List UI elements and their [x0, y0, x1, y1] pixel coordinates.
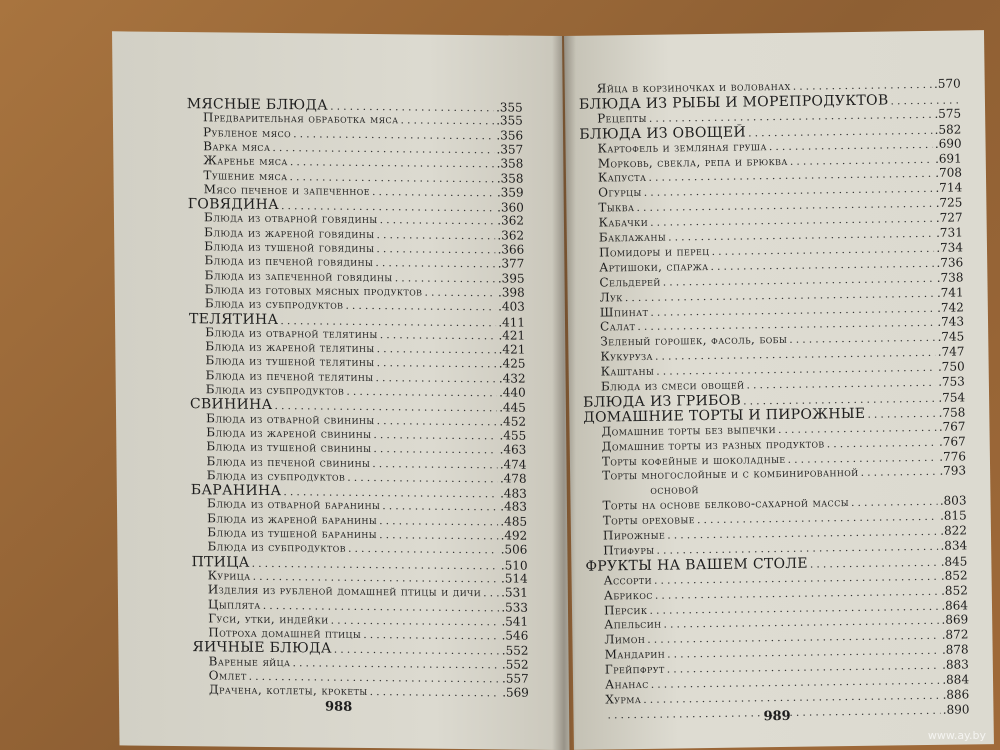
toc-leader-dots: [331, 613, 500, 628]
toc-entry-title: Предварительная обработка мяса: [202, 110, 399, 127]
toc-entry-title: ГОВЯДИНА: [187, 196, 280, 214]
toc-entry-title: Хурма: [605, 691, 642, 707]
toc-leader-dots: [793, 78, 933, 93]
toc-page-number: .440: [498, 385, 526, 400]
toc-leader-dots: [790, 152, 933, 167]
toc-leader-dots: [827, 435, 938, 450]
toc-page-number: .767: [938, 434, 966, 449]
left-page-number: 988: [324, 699, 353, 715]
toc-page-number: .738: [936, 270, 964, 285]
toc-entry-title: Варка мяса: [203, 139, 271, 154]
toc-page-number: .483: [500, 499, 528, 515]
toc-entry-title: Блюда из жареной говядины: [204, 224, 375, 241]
toc-page-number: .360: [497, 200, 524, 215]
toc-entry-title: Блюда из субпродуктов: [204, 296, 344, 312]
toc-entry-title: Мясо печеное и запеченное: [203, 182, 371, 198]
toc-entry-title: Грейпфрут: [604, 661, 665, 677]
toc-leader-dots: [787, 450, 937, 465]
toc-leader-dots: [382, 500, 498, 514]
toc-page-number: .359: [496, 185, 524, 200]
toc-page-number: .506: [500, 542, 528, 557]
toc-leader-dots: [372, 185, 495, 199]
toc-entry-title: Блюда из печеной телятины: [205, 367, 374, 384]
toc-page-number: .852: [940, 583, 968, 598]
toc-entry-title: Ананас: [604, 676, 649, 692]
toc-leader-dots: [372, 457, 498, 471]
toc-page-number: .753: [938, 374, 965, 389]
toc-entry-title: Мандарин: [604, 646, 666, 662]
toc-page-number: .745: [937, 329, 965, 345]
toc-page-number: .886: [942, 687, 970, 702]
toc-entry-title: БЛЮДА ИЗ РЫБЫ И МОРЕПРОДУКТОВ: [578, 92, 889, 113]
toc-entry-title: Торты на основе белково-сахарной массы: [602, 495, 850, 513]
toc-entry-title: ПТИЦА: [191, 553, 250, 571]
toc-leader-dots: [380, 213, 496, 227]
toc-entry-title: Торты многослойные и с комбинированной: [602, 465, 859, 483]
toc-page-number: .362: [497, 213, 525, 229]
toc-leader-dots: [348, 542, 499, 557]
toc-entry-title: Блюда из запеченной говядины: [204, 267, 393, 284]
toc-entry-title: МЯСНЫЕ БЛЮДА: [186, 96, 329, 114]
toc-entry-title: Омлет: [208, 668, 247, 683]
toc-page-number: .358: [496, 156, 524, 171]
toc-page-number: .421: [498, 328, 526, 343]
toc-leader-dots: [379, 514, 498, 528]
toc-leader-dots: [778, 421, 937, 436]
toc-entry-title: Драчена, котлеты, крокеты: [208, 682, 368, 699]
toc-leader-dots: [370, 685, 501, 699]
toc-page-number: .872: [941, 627, 969, 643]
toc-page-number: .398: [497, 285, 525, 300]
toc-entry-title: Блюда из тушеной телятины: [205, 353, 375, 370]
toc-leader-dots: [483, 586, 499, 599]
toc-leader-dots: [400, 114, 494, 128]
toc-entry-title: Птифуры: [603, 542, 655, 558]
left-page: [112, 31, 569, 750]
toc-page-number: .356: [496, 127, 524, 143]
toc-entry-title: Каштаны: [600, 363, 655, 379]
toc-leader-dots: [375, 371, 497, 385]
toc-page-number: .366: [497, 242, 525, 257]
toc-page-number: .741: [936, 285, 964, 300]
toc-leader-dots: [379, 528, 499, 542]
toc-entry-title: Блюда из печеной говядины: [204, 253, 374, 270]
toc-page-number: .533: [501, 599, 529, 615]
toc-entry-title: Апельсин: [604, 617, 662, 632]
toc-entry-title: Лимон: [604, 632, 646, 647]
toc-entry-title: Помидоры и перец: [598, 243, 710, 260]
toc-entry-title: Блюда из субпродуктов: [207, 539, 347, 556]
toc-leader-dots: [376, 356, 496, 370]
toc-leader-dots: [375, 256, 496, 270]
right-page-number: 989: [763, 708, 791, 725]
toc-leader-dots: [789, 331, 936, 346]
toc-leader-dots: [867, 407, 936, 421]
right-page: [564, 30, 994, 750]
toc-leader-dots: [376, 242, 495, 256]
toc-page-number: .546: [501, 628, 529, 643]
toc-entry-title: Блюда из жареной телятины: [205, 339, 375, 356]
toc-page-number: .747: [937, 344, 965, 359]
toc-page-number: .582: [934, 122, 962, 137]
toc-entry-title: Блюда из тушеной говядины: [204, 239, 375, 256]
toc-entry-title: Блюда из отварной баранины: [206, 496, 381, 513]
toc-entry-title: Изделия из рубленой домашней птицы и дичи: [207, 582, 482, 600]
toc-entry-title: Торты ореховые: [602, 512, 696, 528]
toc-entry-title: Блюда из жареной свинины: [206, 425, 372, 441]
toc-entry-title: Кабачки: [598, 214, 649, 230]
toc-page-number: .742: [937, 299, 964, 315]
toc-entry-title: БЛЮДА ИЗ ОВОЩЕЙ: [579, 124, 747, 143]
toc-entry-title: ТЕЛЯТИНА: [188, 310, 279, 328]
watermark: www.ay.by: [927, 729, 986, 742]
toc-page-number: .552: [501, 643, 529, 659]
toc-entry-title: Домашние торты из разных продуктов: [601, 435, 825, 454]
toc-page-number: .355: [495, 100, 523, 115]
toc-entry-title: Вареные яйца: [208, 654, 291, 669]
toc-entry-title: Потроха домашней птицы: [208, 625, 362, 642]
toc-entry-title: Блюда из печеной свинины: [206, 453, 371, 470]
toc-leader-dots: [860, 465, 937, 479]
toc-entry-title: Торты кофейные и шоколадные: [601, 451, 786, 469]
toc-page-number: .767: [938, 419, 966, 434]
toc-leader-dots: [769, 137, 933, 152]
toc-entry-title: БЛЮДА ИЗ ГРИБОВ: [583, 392, 742, 411]
toc-entry-title: Персик: [603, 602, 648, 617]
open-book: [112, 36, 982, 750]
toc-page-number: .890: [942, 702, 970, 717]
toc-page-number: .750: [937, 359, 965, 374]
toc-entry-title: Гуси, утки, индейки: [208, 611, 329, 627]
toc-page-number: .377: [497, 256, 525, 271]
toc-page-number: .570: [933, 76, 961, 91]
toc-page-number: .355: [496, 113, 523, 128]
toc-entry-title: Блюда из отварной говядины: [203, 210, 378, 227]
toc-entry-title: Рецепты: [597, 110, 647, 126]
toc-entry-title: БАРАНИНА: [190, 482, 282, 500]
toc-entry-title: Яйца в корзиночках и волованах: [596, 78, 791, 96]
toc-entry-title: Сельдерей: [599, 274, 661, 290]
toc-leader-dots: [373, 428, 497, 442]
toc-page-number: .432: [498, 371, 526, 386]
toc-page-number: .883: [942, 657, 969, 672]
toc-page-number: .736: [936, 255, 964, 270]
toc-page-number: .478: [499, 471, 527, 486]
toc-entry-title: Блюда из тушеной баранины: [207, 525, 378, 542]
toc-page-number: .758: [938, 405, 966, 420]
toc-entry-title: Рубленое мясо: [202, 124, 292, 140]
toc-page-number: .395: [497, 270, 525, 286]
toc-page-number: .803: [939, 493, 967, 508]
toc-entry-title: Блюда из отварной свинины: [205, 410, 375, 427]
toc-page-number: .411: [498, 314, 526, 330]
toc-page-number: .575: [934, 106, 962, 121]
toc-page-number: .852: [940, 568, 968, 583]
toc-page-number: .776: [939, 448, 967, 464]
toc-entry-title: Морковь, свекла, репа и брюква: [597, 153, 788, 171]
toc-entry-title: Лук: [599, 289, 623, 305]
toc-entry-title: Блюда из тушеной свинины: [206, 439, 372, 456]
toc-page-number: .510: [500, 557, 528, 573]
toc-page-number: .815: [939, 508, 967, 523]
toc-entry-title: Блюда из отварной телятины: [205, 325, 378, 341]
toc-page-number: .731: [935, 225, 963, 240]
toc-entry-title: Салат: [599, 319, 636, 334]
toc-entry-title: Блюда из жареной баранины: [207, 510, 378, 527]
toc-page-number: .531: [501, 585, 528, 600]
toc-page-number: .845: [940, 554, 968, 569]
toc-entry-title: Капуста: [597, 170, 647, 185]
toc-page-number: .514: [500, 571, 528, 586]
toc-page-number: .754: [938, 390, 966, 405]
toc-entry-title: Артишоки, спаржа: [599, 258, 709, 275]
toc-entry-title: ЯИЧНЫЕ БЛЮДА: [192, 639, 332, 658]
toc-page-number: .727: [935, 210, 963, 225]
toc-page-number: .541: [501, 614, 529, 629]
toc-page-number: .822: [940, 523, 968, 538]
toc-leader-dots: [377, 342, 497, 356]
toc-page-number: .708: [935, 165, 963, 181]
toc-entry-title: Зеленый горошек, фасоль, бобы: [600, 332, 788, 349]
toc-entry-title: Тыква: [598, 200, 635, 215]
toc-page-number: .793: [939, 463, 967, 479]
toc-entry-title: Жаренье мяса: [203, 153, 288, 169]
toc-leader-dots: [376, 228, 495, 242]
toc-entry-title: Цыплята: [207, 596, 261, 612]
toc-page-number: .884: [942, 672, 970, 687]
toc-entry-title: ДОМАШНИЕ ТОРТЫ И ПИРОЖНЫЕ: [583, 405, 866, 426]
toc-page-number: .483: [500, 486, 527, 501]
toc-leader-dots: [363, 628, 500, 642]
toc-page-number: .569: [502, 685, 529, 700]
toc-page-number: .358: [496, 170, 524, 186]
toc-entry-title: Баклажаны: [598, 229, 667, 245]
toc-page-number: .552: [501, 657, 529, 672]
toc-entry-title: Пирожные: [602, 527, 666, 543]
toc-page-number: .557: [501, 671, 529, 686]
toc-page-number: .690: [934, 136, 962, 151]
toc-leader-dots: [380, 328, 497, 342]
toc-leader-dots: [377, 414, 498, 428]
toc-page-number: .362: [497, 228, 525, 243]
toc-page-number: .474: [499, 456, 527, 472]
toc-page-number: .864: [941, 597, 969, 613]
toc-page-number: .492: [500, 528, 528, 543]
toc-page-number: .403: [498, 299, 525, 314]
toc-entry-title: СВИНИНА: [189, 396, 273, 414]
toc-page-number: .455: [499, 428, 527, 443]
toc-entry-title: Блюда из субпродуктов: [206, 468, 346, 484]
toc-entry-title: Блюда из готовых мясных продуктов: [204, 282, 423, 299]
toc-entry-title: Блюда из смеси овощей: [600, 377, 745, 394]
toc-page-number: .691: [934, 150, 962, 166]
toc-page-number: .734: [936, 240, 964, 255]
toc-entry-title: Домашние торты без выпечки: [601, 421, 777, 439]
toc-entry: [209, 683, 529, 700]
toc-page-number: .421: [498, 342, 526, 357]
toc-leader-dots: [345, 299, 496, 314]
toc-page-number: .743: [937, 314, 965, 330]
toc-page-number: .452: [499, 413, 527, 429]
toc-leader-dots: [373, 442, 497, 456]
toc-entry-title: основой: [650, 482, 699, 498]
toc-entry-title: Огурцы: [598, 185, 642, 200]
toc-page-number: .834: [940, 538, 968, 553]
toc-leader-dots: [890, 93, 959, 107]
toc-entry-title: Абрикос: [603, 587, 653, 603]
toc-page-number: .357: [496, 142, 524, 157]
toc-entry-title: Курица: [207, 568, 251, 583]
toc-page-number: .869: [941, 612, 969, 628]
book-gutter: [552, 36, 576, 750]
toc-page-number: .714: [935, 180, 963, 196]
toc-leader-dots: [851, 495, 938, 509]
toc-leader-dots: [395, 271, 496, 285]
toc-leader-dots: [424, 285, 496, 299]
toc-page-number: .425: [498, 356, 526, 372]
toc-leader-dots: [346, 385, 497, 400]
toc-entry-title: ФРУКТЫ НА ВАШЕМ СТОЛЕ: [585, 555, 808, 575]
toc-page-number: .463: [499, 442, 527, 457]
toc-page-number: .878: [941, 642, 969, 657]
toc-leader-dots: [347, 471, 498, 486]
toc-entry-title: Шпинат: [599, 304, 649, 320]
toc-page-number: .485: [500, 514, 528, 529]
toc-entry-title: Картофель и земляная груша: [597, 138, 767, 156]
toc-entry-title: Блюда из субпродуктов: [205, 382, 345, 398]
toc-entry-title: Тушение мяса: [203, 167, 288, 183]
toc-entry-title: Ассорти: [603, 572, 653, 588]
toc-entry-title: Кукуруза: [600, 348, 654, 364]
toc-page-number: .725: [935, 195, 963, 211]
toc-page-number: .445: [499, 400, 526, 415]
